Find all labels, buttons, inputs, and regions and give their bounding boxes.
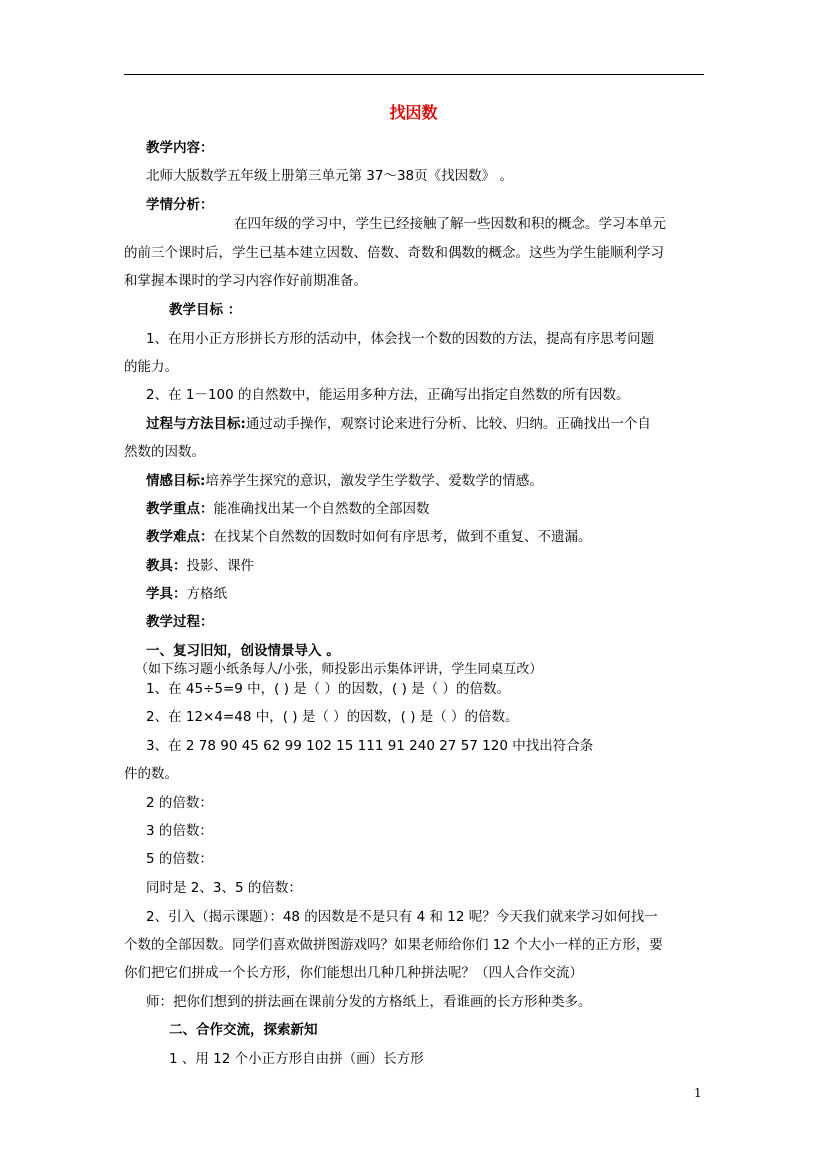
paragraph-text: 的能力。	[124, 359, 178, 375]
paragraph-text: 方格纸	[186, 586, 227, 602]
paragraph-text: 和掌握本课时的学习内容作好前期准备。	[124, 273, 367, 289]
paragraph-text: 培养学生探究的意识，激发学生学数学、爱数学的情感。	[205, 473, 543, 489]
paragraph-text: 然数的因数。	[124, 444, 205, 460]
header-rule	[124, 74, 704, 75]
label-emotion-goals: 情感目标:	[146, 473, 206, 489]
answer-prompt: 3 的倍数：	[146, 823, 213, 839]
heading-teaching-process: 教学过程：	[146, 614, 214, 630]
heading-teaching-content: 教学内容：	[146, 140, 214, 156]
paragraph-text: 个数的全部因数。同学们喜欢做拼图游戏吗？如果老师给你们 12 个大小一样的正方形，要	[124, 937, 663, 953]
paragraph-text: 投影、课件	[186, 558, 254, 574]
paragraph-text: 在找某个自然数的因数时如何有序思考，做到不重复、不遗漏。	[213, 529, 592, 545]
paragraph-student-tools	[146, 585, 227, 603]
paragraph-teaching-aids	[146, 557, 254, 575]
paragraph-key-points	[146, 500, 430, 518]
label-teaching-aids: 教具：	[146, 558, 187, 574]
heading-learning-analysis: 学情分析：	[146, 197, 214, 213]
label-process-goals: 过程与方法目标:	[146, 416, 246, 432]
paragraph-text: 北师大版数学五年级上册第三单元第 37～38页《找因数》 。	[146, 168, 513, 184]
paragraph-note: （如下练习题小纸条每人/小张，师投影出示集体评讲，学生同桌互改）	[135, 662, 543, 677]
label-difficulties: 教学难点：	[146, 529, 214, 545]
paragraph-text: 能准确找出某一个自然数的全部因数	[213, 501, 430, 517]
paragraph-text: 在四年级的学习中，学生已经接触了解一些因数和积的概念。学习本单元	[234, 216, 666, 232]
paragraph-difficulties	[146, 528, 592, 546]
paragraph-text: 的前三个课时后，学生已基本建立因数、倍数、奇数和偶数的概念。这些为学生能顺利学习	[124, 245, 664, 261]
label-student-tools: 学具：	[146, 586, 187, 602]
answer-prompt: 5 的倍数：	[146, 851, 213, 867]
answer-prompt: 同时是 2、3、5 的倍数：	[146, 880, 302, 896]
paragraph-text: 你们把它们拼成一个长方形，你们能想出几种几种拼法呢？（四人合作交流）	[124, 965, 583, 981]
label-key-points: 教学重点：	[146, 501, 214, 517]
paragraph-text: 2、引入（揭示课题）：48 的因数是不是只有 4 和 12 呢？今天我们就来学习如何找一	[146, 909, 658, 925]
paragraph-text: 件的数。	[124, 766, 178, 782]
exercise-item: 2、在 12×4=48 中，( ) 是（ ）的因数，( ) 是（ ）的倍数。	[146, 709, 519, 725]
section-heading-cooperation: 二、合作交流，探索新知	[169, 1022, 318, 1038]
page-number: 1	[694, 1086, 702, 1100]
paragraph-emotion-goals	[146, 472, 543, 490]
answer-prompt: 2 的倍数：	[146, 795, 213, 811]
heading-teaching-goals: 教学目标 ：	[169, 302, 242, 318]
paragraph-text: 1、在用小正方形拼长方形的活动中，体会找一个数的因数的方法，提高有序思考问题	[146, 331, 655, 347]
section-heading-review: 一、复习旧知，创设情景导入 。	[146, 643, 340, 659]
exercise-item: 1、在 45÷5=9 中，( ) 是（ ）的因数，( ) 是（ ）的倍数。	[146, 681, 510, 697]
exercise-item: 3、在 2 78 90 45 62 99 102 15 111 91 240 27 57 120 中找出符合条	[146, 738, 594, 754]
document-title: 找因数	[389, 103, 438, 122]
paragraph-text: 2、在 1－100 的自然数中，能运用多种方法，正确写出指定自然数的所有因数。	[146, 387, 630, 403]
paragraph-text: 1 、用 12 个小正方形自由拼（画）长方形	[169, 1051, 424, 1067]
paragraph-process-goals	[146, 415, 651, 433]
paragraph-text: 师：把你们想到的拼法画在课前分发的方格纸上，看谁画的长方形种类多。	[146, 994, 592, 1010]
paragraph-text: 通过动手操作，观察讨论来进行分析、比较、归纳。正确找出一个自	[245, 416, 651, 432]
